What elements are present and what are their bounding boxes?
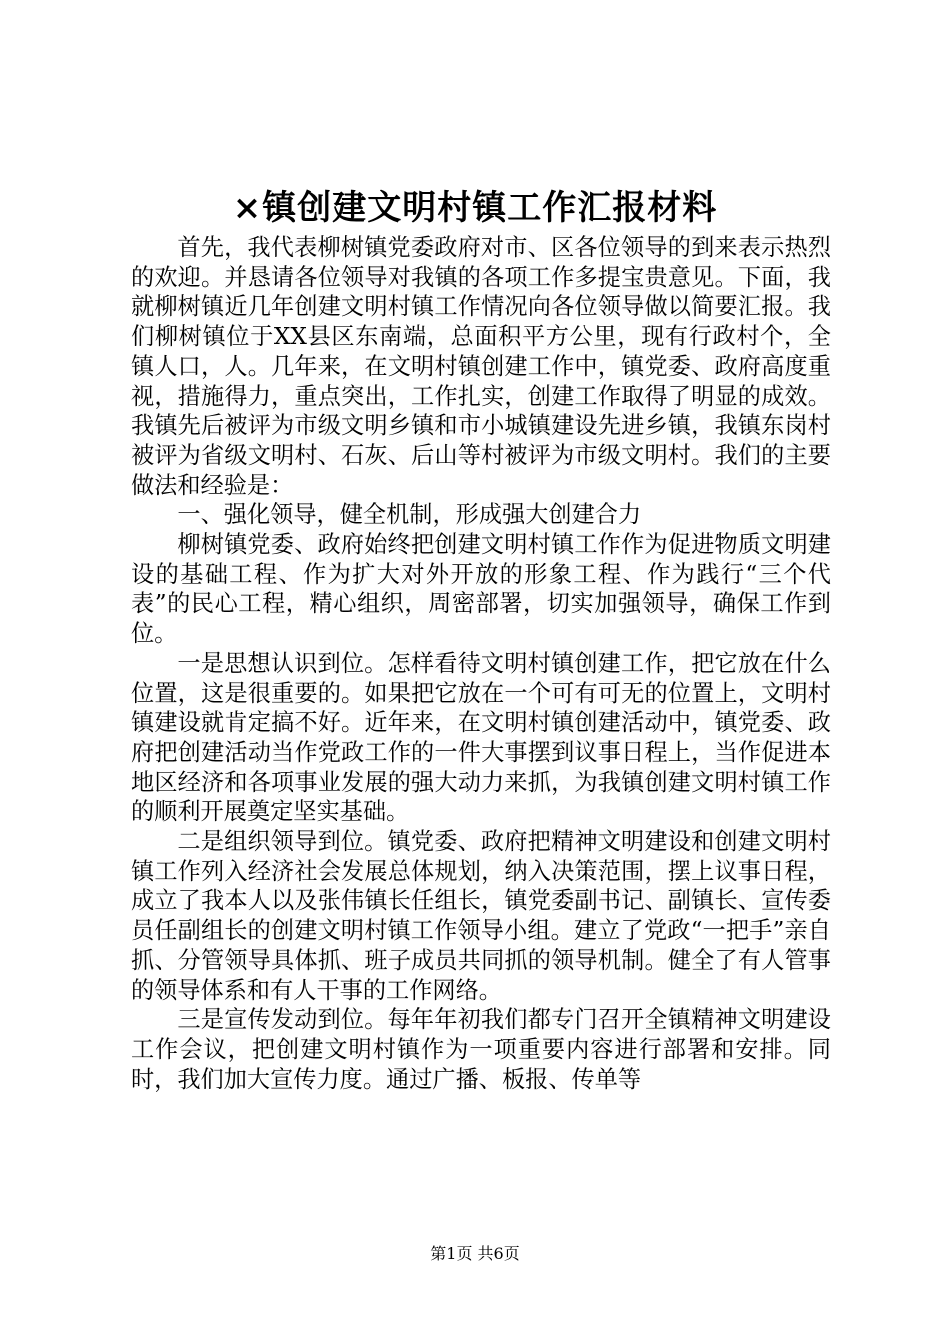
paragraph-leadership: 柳树镇党委、政府始终把创建文明村镇工作作为促进物质文明建设的基础工程、作为扩大对外开放的形象工程、作为践行“三个代表”的民心工程，精心组织，周密部署，切实加强领导，确保工作到位。 xyxy=(131,531,831,648)
page-footer: 第1页 共6页 xyxy=(430,1244,520,1263)
paragraph-publicity: 三是宣传发动到位。每年年初我们都专门召开全镇精神文明建设工作会议，把创建文明村镇作为一项重要内容进行部署和安排。同时，我们加大宣传力度。通过广播、板报、传单等 xyxy=(131,1006,831,1093)
paragraph-organization: 二是组织领导到位。镇党委、政府把精神文明建设和创建文明村镇工作列入经济社会发展总体规划，纳入决策范围，摆上议事日程，成立了我本人以及张伟镇长任组长，镇党委副书记、副镇长、宣传委员任副组长的创建文明村镇工作领导小组。建立了党政“一把手”亲自抓、分管领导具体抓、班子成员共同抓的领导机制。健全了有人管事的领导体系和有人干事的工作网络。 xyxy=(131,828,831,1004)
section-heading-1: 一、强化领导，健全机制，形成强大创建合力 xyxy=(177,501,642,529)
document-title: ×镇创建文明村镇工作汇报材料 xyxy=(232,188,718,228)
paragraph-intro: 首先，我代表柳树镇党委政府对市、区各位领导的到来表示热烈的欢迎。并恳请各位领导对我镇的各项工作多提宝贵意见。下面，我就柳树镇近几年创建文明村镇工作情况向各位领导做以简要汇报。我们柳树镇位于XX县区东南端，总面积平方公里，现有行政村个，全镇人口，人。几年来，在文明村镇创建工作中，镇党委、政府高度重视，措施得力，重点突出，工作扎实，创建工作取得了明显的成效。我镇先后被评为市级文明乡镇和市小城镇建设先进乡镇，我镇东岗村被评为省级文明村、石灰、后山等村被评为市级文明村。我们的主要做法和经验是： xyxy=(131,234,831,499)
paragraph-awareness: 一是思想认识到位。怎样看待文明村镇创建工作，把它放在什么位置，这是很重要的。如果把它放在一个可有可无的位置上，文明村镇建设就肯定搞不好。近年来，在文明村镇创建活动中，镇党委、政府把创建活动当作党政工作的一件大事摆到议事日程上，当作促进本地区经济和各项事业发展的强大动力来抓，为我镇创建文明村镇工作的顺利开展奠定坚实基础。 xyxy=(131,649,831,826)
document-body xyxy=(131,233,831,1094)
